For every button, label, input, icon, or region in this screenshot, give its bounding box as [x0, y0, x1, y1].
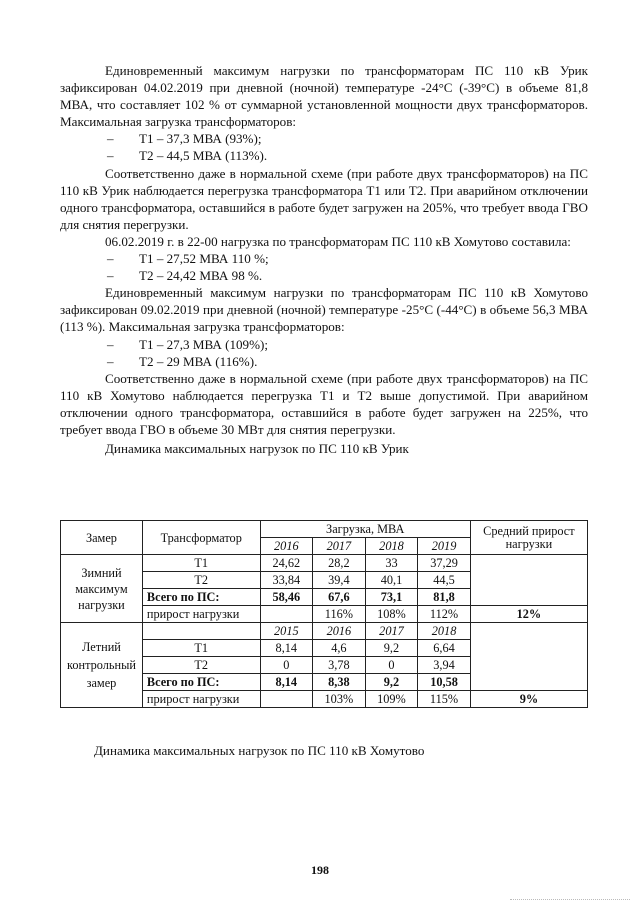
list-item [60, 267, 588, 284]
cell: 33,84 [260, 572, 313, 589]
dash: – [107, 336, 114, 352]
dash: – [107, 353, 114, 369]
year-cell: 2016 [260, 538, 313, 555]
cell: 112% [418, 606, 471, 623]
cell: 0 [260, 657, 313, 674]
cell: 9,2 [365, 674, 418, 691]
paragraph-khomutovo-load: 06.02.2019 г. в 22-00 нагрузка по трансформаторам ПС 110 кВ Хомутово составила: [105, 233, 571, 249]
cell: 109% [365, 691, 418, 708]
dash: – [107, 251, 114, 267]
row-name: Т2 [142, 657, 260, 674]
year-cell: 2019 [418, 538, 471, 555]
row-name: прирост нагрузки [142, 606, 260, 623]
cell: 6,64 [418, 640, 471, 657]
cell: 9,2 [365, 640, 418, 657]
row-name: Т2 [142, 572, 260, 589]
cell: 24,62 [260, 555, 313, 572]
list-item-text: Т1 – 27,3 МВА (109%); [139, 336, 269, 352]
cell: 108% [365, 606, 418, 623]
list-item [60, 130, 588, 147]
header-load: Загрузка, МВА [260, 521, 470, 538]
list-item-text: Т2 – 29 МВА (116%). [139, 353, 258, 369]
avg-growth-value: 12% [470, 606, 587, 623]
cell: 67,6 [313, 589, 366, 606]
header-transformer: Трансформатор [142, 521, 260, 555]
cell: 10,58 [418, 674, 471, 691]
row-name: Т1 [142, 555, 260, 572]
cell: 39,4 [313, 572, 366, 589]
dash: – [107, 148, 114, 164]
list-item-text: Т2 – 44,5 МВА (113%). [139, 148, 268, 164]
year-cell: 2018 [418, 623, 471, 640]
dash: – [107, 131, 114, 147]
list-item [60, 353, 588, 370]
year-cell: 2018 [365, 538, 418, 555]
document-body [60, 62, 588, 457]
empty-cell [470, 623, 587, 691]
cell: 115% [418, 691, 471, 708]
table-header-row [61, 521, 588, 538]
row-name: Т1 [142, 640, 260, 657]
cell: 33 [365, 555, 418, 572]
cell: 8,38 [313, 674, 366, 691]
cell: 103% [313, 691, 366, 708]
avg-growth-value: 9% [470, 691, 587, 708]
paragraph-urik-max: Единовременный максимум нагрузки по трансформаторам ПС 110 кВ Урик зафиксирован 04.02.2019 при дневной (ночной) температуре -24°С (-39°С) в объеме 81,8 МВА, что составляет 102 % от суммарной установленной мощности двух трансформаторов. Максимальная загрузка трансформаторов: [60, 63, 588, 130]
cell: 8,14 [260, 640, 313, 657]
cell [260, 691, 313, 708]
year-cell: 2015 [260, 623, 313, 640]
summer-label: Летний контрольный замер [61, 623, 143, 708]
row-name: Всего по ПС: [142, 674, 260, 691]
list-item-text: Т1 – 37,3 МВА (93%); [139, 131, 262, 147]
cell: 4,6 [313, 640, 366, 657]
list-item [60, 250, 588, 267]
load-dynamics-table [60, 520, 588, 708]
cell: 28,2 [313, 555, 366, 572]
cell: 40,1 [365, 572, 418, 589]
cell: 58,46 [260, 589, 313, 606]
year-cell: 2017 [365, 623, 418, 640]
list-item [60, 336, 588, 353]
table-caption-urik: Динамика максимальных нагрузок по ПС 110 кВ Урик [105, 441, 409, 457]
cell: 73,1 [365, 589, 418, 606]
cell [260, 606, 313, 623]
dash: – [107, 268, 114, 284]
cell: 116% [313, 606, 366, 623]
list-item-text: Т2 – 24,42 МВА 98 %. [139, 268, 263, 284]
year-cell: 2016 [313, 623, 366, 640]
cell: 3,94 [418, 657, 471, 674]
list-item-text: Т1 – 27,52 МВА 110 %; [139, 251, 269, 267]
table-years-row [61, 623, 588, 640]
paragraph-khomutovo-overload: Соответственно даже в нормальной схеме (при работе двух трансформаторов) на ПС 110 кВ Хомутово наблюдается перегрузка Т1 и Т2 выше допустимой. При аварийном отключении одного трансформатора, оставшийся в работе будет загружен на 225%, что требует ввода ГВО в объеме 30 МВт для снятия перегрузки. [60, 370, 588, 437]
header-zamer: Замер [61, 521, 143, 555]
header-avg-growth: Средний прирост нагрузки [470, 521, 587, 555]
empty-cell [470, 555, 587, 606]
year-cell: 2017 [313, 538, 366, 555]
page-number: 198 [311, 863, 329, 877]
table-row [61, 555, 588, 572]
cell: 37,29 [418, 555, 471, 572]
scan-artifact [510, 899, 630, 900]
cell: 81,8 [418, 589, 471, 606]
winter-label: Зимний максимум нагрузки [61, 555, 143, 623]
row-name: Всего по ПС: [142, 589, 260, 606]
list-item [60, 147, 588, 164]
paragraph-khomutovo-max: Единовременный максимум нагрузки по трансформаторам ПС 110 кВ Хомутово зафиксирован 09.02.2019 при дневной (ночной) температуре -25°С (-44°С) в объеме 56,3 МВА (113 %). Максимальная загрузка трансформаторов: [60, 285, 588, 335]
paragraph-urik-overload: Соответственно даже в нормальной схеме (при работе двух трансформаторов) на ПС 110 кВ Урик наблюдается перегрузка трансформатора Т1 или Т2. При аварийном отключении одного трансформатора, оставшийся в работе будет загружен на 205%, что требует ввода ГВО для снятия перегрузки. [60, 165, 588, 232]
cell: 8,14 [260, 674, 313, 691]
cell: 3,78 [313, 657, 366, 674]
table-caption-khomutovo: Динамика максимальных нагрузок по ПС 110 кВ Хомутово [94, 743, 425, 758]
cell: 0 [365, 657, 418, 674]
cell: 44,5 [418, 572, 471, 589]
row-name: прирост нагрузки [142, 691, 260, 708]
empty-cell [142, 623, 260, 640]
